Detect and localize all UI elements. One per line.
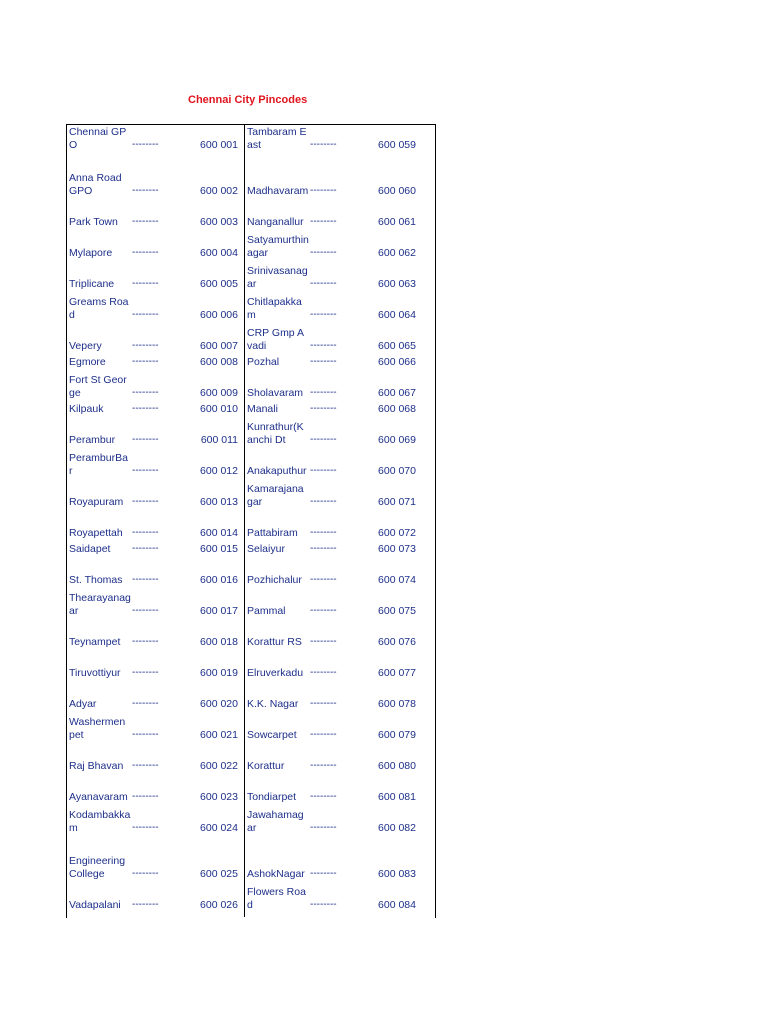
area-name: Raj Bhavan	[69, 759, 124, 772]
separator: --------	[310, 697, 337, 709]
area-name: Park Town	[69, 215, 118, 228]
separator: --------	[310, 495, 337, 507]
pincode-row	[69, 447, 247, 478]
pincode-row	[69, 369, 247, 400]
pincode-row	[69, 229, 247, 260]
separator: --------	[132, 402, 159, 414]
separator: --------	[310, 402, 337, 414]
separator: --------	[310, 728, 337, 740]
separator: --------	[132, 542, 159, 554]
pincode: 600 059	[378, 138, 416, 151]
separator: --------	[132, 526, 159, 538]
area-name: Satyamurthinagar	[247, 234, 309, 259]
pincode: 600 023	[200, 790, 238, 803]
area-name: Perambur	[69, 433, 116, 446]
pincode-row	[69, 711, 247, 742]
pincode: 600 011	[200, 433, 238, 446]
separator: --------	[310, 573, 337, 585]
area-name: Royapettah	[69, 526, 123, 539]
area-name: Srinivasanagar	[247, 265, 308, 290]
area-name: Sholavaram	[247, 386, 304, 399]
pincode-row	[69, 618, 247, 649]
area-name: Fort St George	[69, 374, 127, 399]
pincode: 600 017	[200, 604, 238, 617]
area-name: Ayanavaram	[69, 790, 128, 803]
separator: --------	[310, 759, 337, 771]
pincode: 600 015	[200, 542, 238, 555]
pincode-row	[247, 680, 425, 711]
area-name: Kilpauk	[69, 402, 104, 415]
separator: --------	[132, 867, 159, 879]
separator: --------	[310, 246, 337, 258]
pincode-row	[247, 540, 425, 556]
separator: --------	[132, 433, 159, 445]
pincode-row	[247, 291, 425, 322]
separator: --------	[310, 215, 337, 227]
pincode: 600 069	[378, 433, 416, 446]
area-name: Kodambakkam	[69, 809, 131, 834]
pincode: 600 062	[378, 246, 416, 259]
area-name: Pattabiram	[247, 526, 298, 539]
separator: --------	[310, 604, 337, 616]
pincode: 600 067	[378, 386, 416, 399]
pincode-row	[247, 509, 425, 540]
area-name: Tambaram East	[247, 126, 307, 151]
area-name: Pozhal	[247, 355, 280, 368]
separator: --------	[310, 542, 337, 554]
separator: --------	[132, 215, 159, 227]
area-name: Chennai GPO	[69, 126, 127, 151]
pincode: 600 066	[378, 355, 416, 368]
pincode: 600 070	[378, 464, 416, 477]
pincode-row	[69, 556, 247, 587]
pincode-row	[69, 198, 247, 229]
pincode-row	[247, 618, 425, 649]
area-name: Flowers Road	[247, 886, 306, 911]
pincode: 600 071	[378, 495, 416, 508]
separator: --------	[310, 277, 337, 289]
area-name: Egmore	[69, 355, 106, 368]
separator: --------	[310, 386, 337, 398]
separator: --------	[310, 339, 337, 351]
pincode-row	[69, 291, 247, 322]
area-name: Adyar	[69, 697, 97, 710]
pincode: 600 075	[378, 604, 416, 617]
pincode-row	[69, 804, 247, 835]
pincode-row	[247, 773, 425, 804]
separator: --------	[132, 355, 159, 367]
pincode-row	[247, 416, 425, 447]
pincode: 600 002	[200, 184, 238, 197]
pincode-row	[69, 509, 247, 540]
area-name: Engineering College	[69, 855, 126, 880]
area-name: Royapuram	[69, 495, 124, 508]
pincode-row	[247, 711, 425, 742]
pincode-row	[247, 152, 425, 198]
pincode: 600 060	[378, 184, 416, 197]
separator: --------	[310, 898, 337, 910]
area-name: Teynampet	[69, 635, 121, 648]
area-name: Anakaputhur	[247, 464, 307, 477]
pincode: 600 072	[378, 526, 416, 539]
pincode-row	[247, 587, 425, 618]
pincode: 600 010	[200, 402, 238, 415]
pincode-row	[247, 835, 425, 881]
area-name: Pozhichalur	[247, 573, 302, 586]
pincode-row	[247, 353, 425, 369]
area-name: Vadapalani	[69, 898, 121, 911]
pincode: 600 077	[378, 666, 416, 679]
area-name: St. Thomas	[69, 573, 123, 586]
pincode: 600 003	[200, 215, 238, 228]
pincode-row	[247, 742, 425, 773]
pincode-row	[247, 229, 425, 260]
separator: --------	[132, 184, 159, 196]
separator: --------	[310, 867, 337, 879]
pincode-row	[69, 881, 247, 912]
separator: --------	[132, 246, 159, 258]
separator: --------	[132, 821, 159, 833]
pincode-row	[69, 124, 247, 152]
pincode: 600 019	[200, 666, 238, 679]
pincode-row	[69, 540, 247, 556]
pincode-row	[69, 400, 247, 416]
area-name: Anna Road GPO	[69, 172, 122, 197]
pincode-row	[247, 124, 425, 152]
area-name: Selaiyur	[247, 542, 285, 555]
pincode: 600 065	[378, 339, 416, 352]
pincode-row	[247, 478, 425, 509]
separator: --------	[132, 495, 159, 507]
pincode: 600 079	[378, 728, 416, 741]
area-name: K.K. Nagar	[247, 697, 299, 710]
pincode: 600 073	[378, 542, 416, 555]
separator: --------	[310, 433, 337, 445]
separator: --------	[132, 138, 159, 150]
area-name: Saidapet	[69, 542, 111, 555]
separator: --------	[310, 666, 337, 678]
area-name: Pammal	[247, 604, 286, 617]
pincode-row	[247, 369, 425, 400]
separator: --------	[310, 355, 337, 367]
pincode: 600 026	[200, 898, 238, 911]
pincode: 600 022	[200, 759, 238, 772]
pincode: 600 068	[378, 402, 416, 415]
separator: --------	[132, 308, 159, 320]
pincode-row	[69, 416, 247, 447]
pincode: 600 014	[200, 526, 238, 539]
pincode-row	[69, 322, 247, 353]
pincode: 600 016	[200, 573, 238, 586]
right-column	[247, 124, 425, 912]
separator: --------	[132, 728, 159, 740]
separator: --------	[132, 604, 159, 616]
area-name: Washermenpet	[69, 716, 126, 741]
pincode-row	[69, 835, 247, 881]
area-name: Kunrathur(Kanchi Dt	[247, 421, 304, 446]
separator: --------	[310, 526, 337, 538]
pincode: 600 001	[200, 138, 238, 151]
area-name: Sowcarpet	[247, 728, 297, 741]
area-name: Chitlapakkam	[247, 296, 302, 321]
pincode-row	[69, 353, 247, 369]
area-name: Tiruvottiyur	[69, 666, 121, 679]
pincode: 600 018	[200, 635, 238, 648]
pincode: 600 008	[200, 355, 238, 368]
pincode: 600 007	[200, 339, 238, 352]
area-name: CRP Gmp Avadi	[247, 327, 304, 352]
area-name: PeramburBar	[69, 452, 128, 477]
pincode: 600 021	[200, 728, 238, 741]
pincode-row	[247, 198, 425, 229]
separator: --------	[310, 184, 337, 196]
separator: --------	[132, 666, 159, 678]
separator: --------	[310, 308, 337, 320]
pincode: 600 005	[200, 277, 238, 290]
pincode: 600 078	[378, 697, 416, 710]
pincode-row	[247, 881, 425, 912]
area-name: Greams Road	[69, 296, 129, 321]
pincode-row	[247, 322, 425, 353]
pincode: 600 009	[200, 386, 238, 399]
separator: --------	[132, 697, 159, 709]
pincode-row	[247, 400, 425, 416]
pincode: 600 013	[200, 495, 238, 508]
pincode-row	[69, 478, 247, 509]
area-name: Mylapore	[69, 246, 113, 259]
pincode: 600 084	[378, 898, 416, 911]
separator: --------	[310, 821, 337, 833]
separator: --------	[132, 386, 159, 398]
pincode: 600 006	[200, 308, 238, 321]
area-name: Korattur RS	[247, 635, 302, 648]
separator: --------	[132, 759, 159, 771]
pincode-row	[69, 260, 247, 291]
area-name: Korattur	[247, 759, 285, 772]
pincode-row	[247, 447, 425, 478]
separator: --------	[132, 277, 159, 289]
separator: --------	[310, 464, 337, 476]
area-name: Kamarajanagar	[247, 483, 304, 508]
area-name: Jawahamagar	[247, 809, 304, 834]
pincode-row	[69, 680, 247, 711]
area-name: Tondiarpet	[247, 790, 297, 803]
pincode: 600 061	[378, 215, 416, 228]
separator: --------	[132, 635, 159, 647]
pincode: 600 012	[200, 464, 238, 477]
area-name: AshokNagar	[247, 867, 305, 880]
area-name: Thearayanagar	[69, 592, 131, 617]
pincode: 600 025	[200, 867, 238, 880]
pincode-row	[247, 649, 425, 680]
separator: --------	[132, 573, 159, 585]
pincode: 600 024	[200, 821, 238, 834]
pincode: 600 020	[200, 697, 238, 710]
pincode-row	[69, 587, 247, 618]
page-title: Chennai City Pincodes	[188, 94, 308, 106]
pincode: 600 063	[378, 277, 416, 290]
area-name: Nanganallur	[247, 215, 304, 228]
separator: --------	[132, 898, 159, 910]
area-name: Manali	[247, 402, 278, 415]
pincode: 600 004	[200, 246, 238, 259]
pincode-row	[69, 649, 247, 680]
separator: --------	[132, 339, 159, 351]
area-name: Elruverkadu	[247, 666, 304, 679]
pincode-row	[247, 260, 425, 291]
separator: --------	[132, 464, 159, 476]
left-column	[69, 124, 247, 912]
area-name: Vepery	[69, 339, 102, 352]
separator: --------	[310, 790, 337, 802]
pincode-row	[247, 556, 425, 587]
area-name: Madhavaram	[247, 184, 309, 197]
pincode: 600 082	[378, 821, 416, 834]
separator: --------	[310, 635, 337, 647]
pincode: 600 081	[378, 790, 416, 803]
pincode: 600 083	[378, 867, 416, 880]
area-name: Triplicane	[69, 277, 115, 290]
pincode-row	[247, 804, 425, 835]
pincode-row	[69, 152, 247, 198]
pincode-row	[69, 773, 247, 804]
pincode-row	[69, 742, 247, 773]
separator: --------	[132, 790, 159, 802]
pincode: 600 076	[378, 635, 416, 648]
pincode: 600 080	[378, 759, 416, 772]
pincode: 600 064	[378, 308, 416, 321]
separator: --------	[310, 138, 337, 150]
pincode: 600 074	[378, 573, 416, 586]
